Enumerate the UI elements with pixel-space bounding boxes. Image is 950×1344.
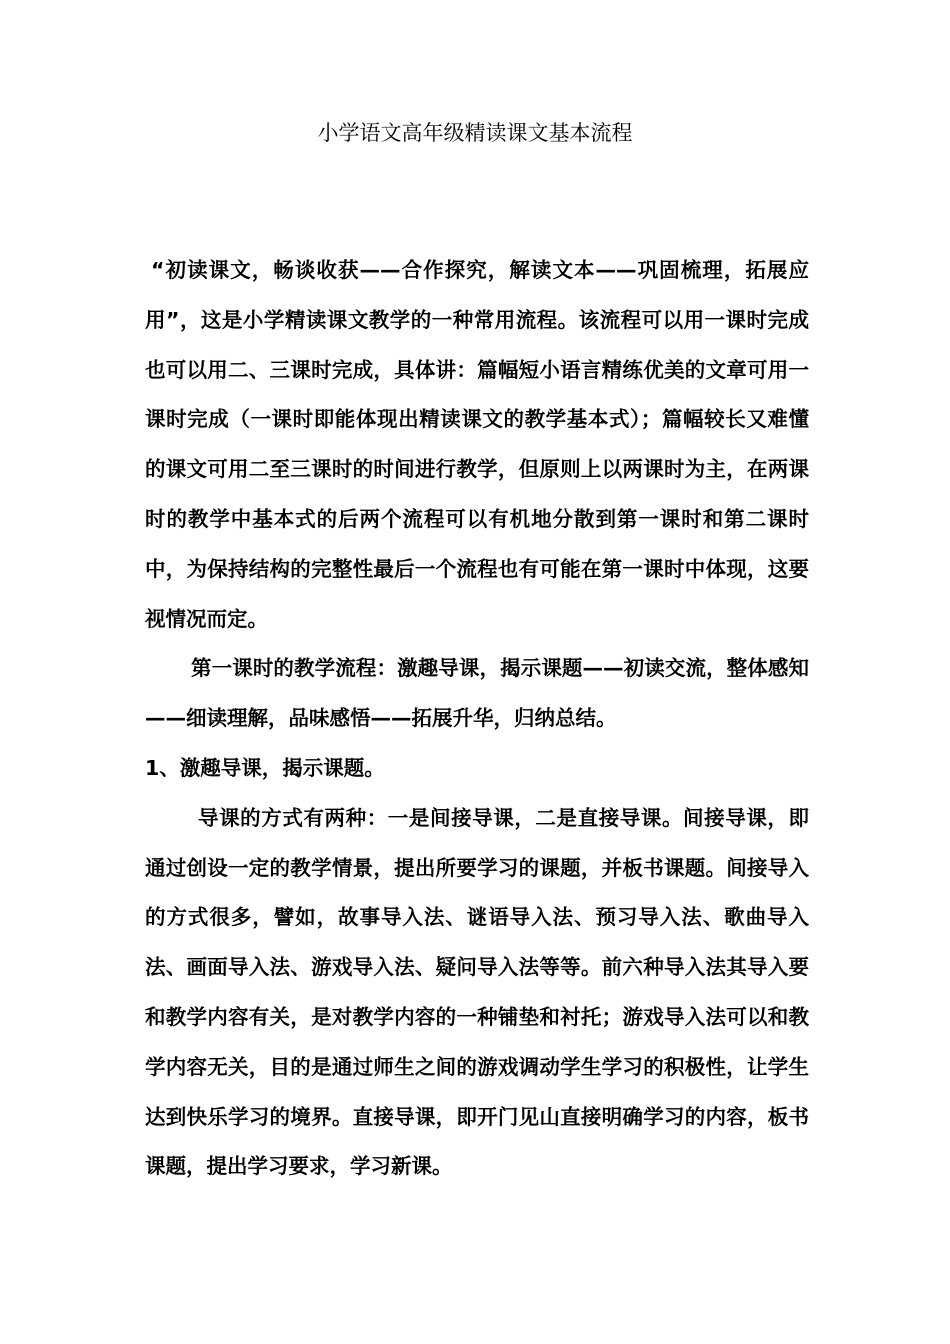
first-lesson-paragraph: 第一课时的教学流程：激趣导课，揭示课题——初读交流，整体感知——细读理解，品味感悟——拓展升华，归纳总结。 [145, 656, 809, 731]
step1-heading: 1、激趣导课，揭示课题。 [145, 755, 385, 780]
document-body [145, 246, 809, 1192]
intro-paragraph: “初读课文，畅谈收获——合作探究，解读文本——巩固梳理，拓展应用”，这是小学精读课文教学的一种常用流程。该流程可以用一课时完成也可以用二、三课时完成，具体讲：篇幅短小语言精练优美的文章可用一课时完成（一课时即能体现出精读课文的教学基本式）；篇幅较长又难懂的课文可用二至三课时的时间进行教学，但原则上以两课时为主，在两课时的教学中基本式的后两个流程可以有机地分散到第一课时和第二课时中，为保持结构的完整性最后一个流程也有可能在第一课时中体现，这要视情况而定。 [145, 258, 809, 631]
document-title: 小学语文高年级精读课文基本流程 [317, 121, 633, 145]
step1-body-paragraph: 导课的方式有两种：一是间接导课，二是直接导课。间接导课，即通过创设一定的教学情景，提出所要学习的课题，并板书课题。间接导入的方式很多，譬如，故事导入法、谜语导入法、预习导入法、歌曲导入法、画面导入法、游戏导入法、疑问导入法等等。前六种导入法其导入要和教学内容有关，是对教学内容的一种铺垫和衬托；游戏导入法可以和教学内容无关，目的是通过师生之间的游戏调动学生学习的积极性，让学生达到快乐学习的境界。直接导课，即开门见山直接明确学习的内容，板书课题，提出学习要求，学习新课。 [145, 805, 809, 1179]
